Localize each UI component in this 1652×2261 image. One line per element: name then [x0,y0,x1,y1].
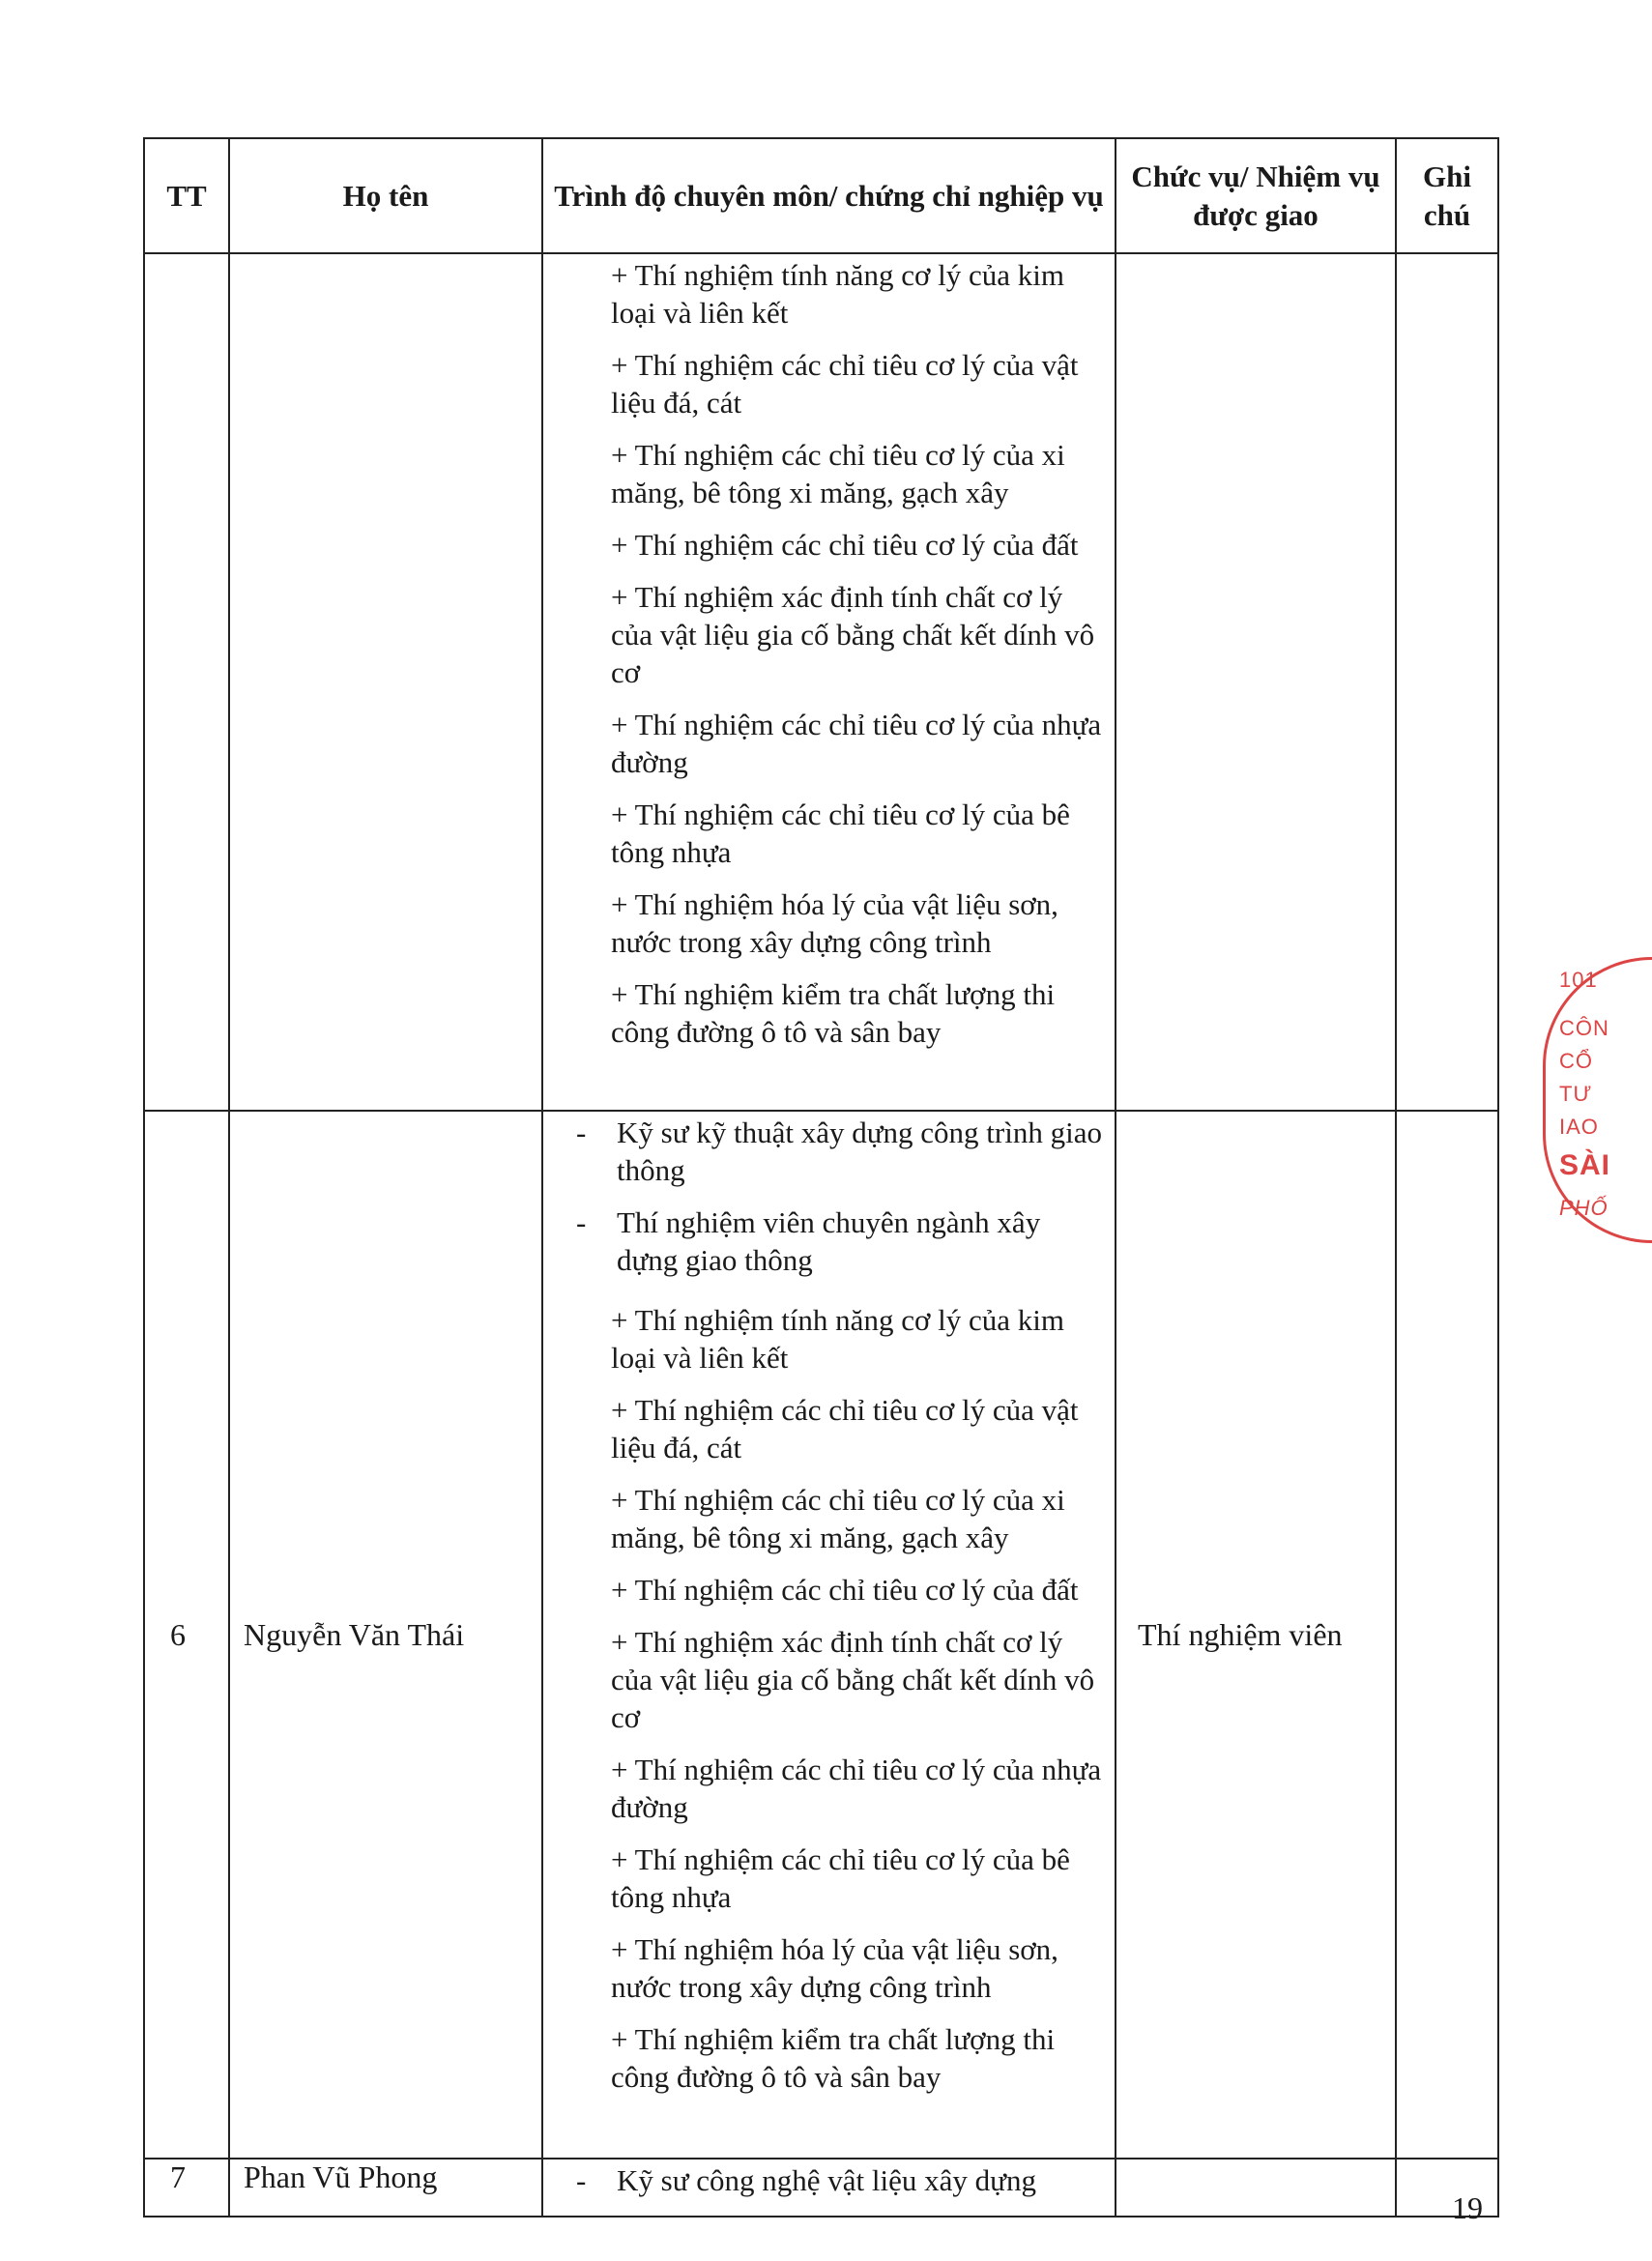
cell-role: Thí nghiệm viên [1116,1111,1396,2159]
cell-note-empty [1396,1111,1498,2159]
header-tt: TT [144,138,229,253]
cell-note-empty [1396,253,1498,1111]
list-item: - Kỹ sư kỹ thuật xây dựng công trình giao thông [576,1116,1102,1187]
list-item: + Thí nghiệm các chỉ tiêu cơ lý của bê tông nhựa [611,797,1070,869]
cell-qualification [542,253,1116,1111]
table-row-continued [144,253,1498,1111]
header-role: Chức vụ/ Nhiệm vụ được giao [1116,138,1396,253]
staff-table [143,137,1499,2218]
list-item: + Thí nghiệm các chỉ tiêu cơ lý của xi măng, bê tông xi măng, gạch xây [611,438,1065,509]
cell-role-empty [1116,253,1396,1111]
cell-tt: 6 [144,1111,229,2159]
list-item: + Thí nghiệm các chỉ tiêu cơ lý của xi măng, bê tông xi măng, gạch xây [611,1483,1065,1554]
table-row [144,2159,1498,2217]
list-item: + Thí nghiệm hóa lý của vật liệu sơn, nước trong xây dựng công trình [611,1932,1058,2004]
qualification-list [543,2160,1115,2207]
list-item: + Thí nghiệm các chỉ tiêu cơ lý của nhựa đường [611,1753,1102,1824]
header-name: Họ tên [229,138,542,253]
list-item: + Thí nghiệm các chỉ tiêu cơ lý của đất [611,528,1079,562]
list-item: + Thí nghiệm hóa lý của vật liệu sơn, nước trong xây dựng công trình [611,887,1058,959]
cell-tt-empty [144,253,229,1111]
list-item: + Thí nghiệm kiểm tra chất lượng thi công đường ô tô và sân bay [611,2022,1056,2094]
list-item: - Kỹ sư công nghệ vật liệu xây dựng [576,2163,1036,2197]
table-row [144,1111,1498,2159]
page-number: 19 [1452,2190,1483,2225]
list-item: + Thí nghiệm các chỉ tiêu cơ lý của bê tông nhựa [611,1842,1070,1914]
cell-name: Phan Vũ Phong [229,2159,542,2217]
list-item: + Thí nghiệm các chỉ tiêu cơ lý của đất [611,1573,1079,1607]
list-item: + Thí nghiệm tính năng cơ lý của kim loại và liên kết [611,1303,1064,1375]
cell-note-empty [1396,2159,1498,2217]
cell-name: Nguyễn Văn Thái [229,1111,542,2159]
list-item: + Thí nghiệm xác định tính chất cơ lý của vật liệu gia cố bằng chất kết dính vô cơ [611,580,1095,689]
qualification-sublist [543,1301,1115,2118]
list-item: + Thí nghiệm các chỉ tiêu cơ lý của nhựa đường [611,708,1102,779]
list-item: + Thí nghiệm kiểm tra chất lượng thi công đường ô tô và sân bay [611,977,1056,1049]
cell-qualification [542,2159,1116,2217]
list-item: + Thí nghiệm tính năng cơ lý của kim loại và liên kết [611,258,1064,330]
list-item: + Thí nghiệm xác định tính chất cơ lý của vật liệu gia cố bằng chất kết dính vô cơ [611,1625,1095,1734]
qualification-list [543,254,1115,1073]
header-note: Ghi chú [1396,138,1498,253]
qualification-list [543,1112,1115,1301]
list-item: - Thí nghiệm viên chuyên ngành xây dựng giao thông [576,1205,1041,1277]
cell-tt: 7 [144,2159,229,2217]
table-header-row [144,138,1498,253]
header-qualification: Trình độ chuyên môn/ chứng chỉ nghiệp vụ [542,138,1116,253]
cell-qualification [542,1111,1116,2159]
list-item: + Thí nghiệm các chỉ tiêu cơ lý của vật liệu đá, cát [611,1393,1079,1464]
cell-role-empty [1116,2159,1396,2217]
list-item: + Thí nghiệm các chỉ tiêu cơ lý của vật liệu đá, cát [611,348,1079,420]
cell-name-empty [229,253,542,1111]
company-stamp: 101 CÔN CỔ TƯ IAO SÀI PHỐ [1543,957,1652,1243]
